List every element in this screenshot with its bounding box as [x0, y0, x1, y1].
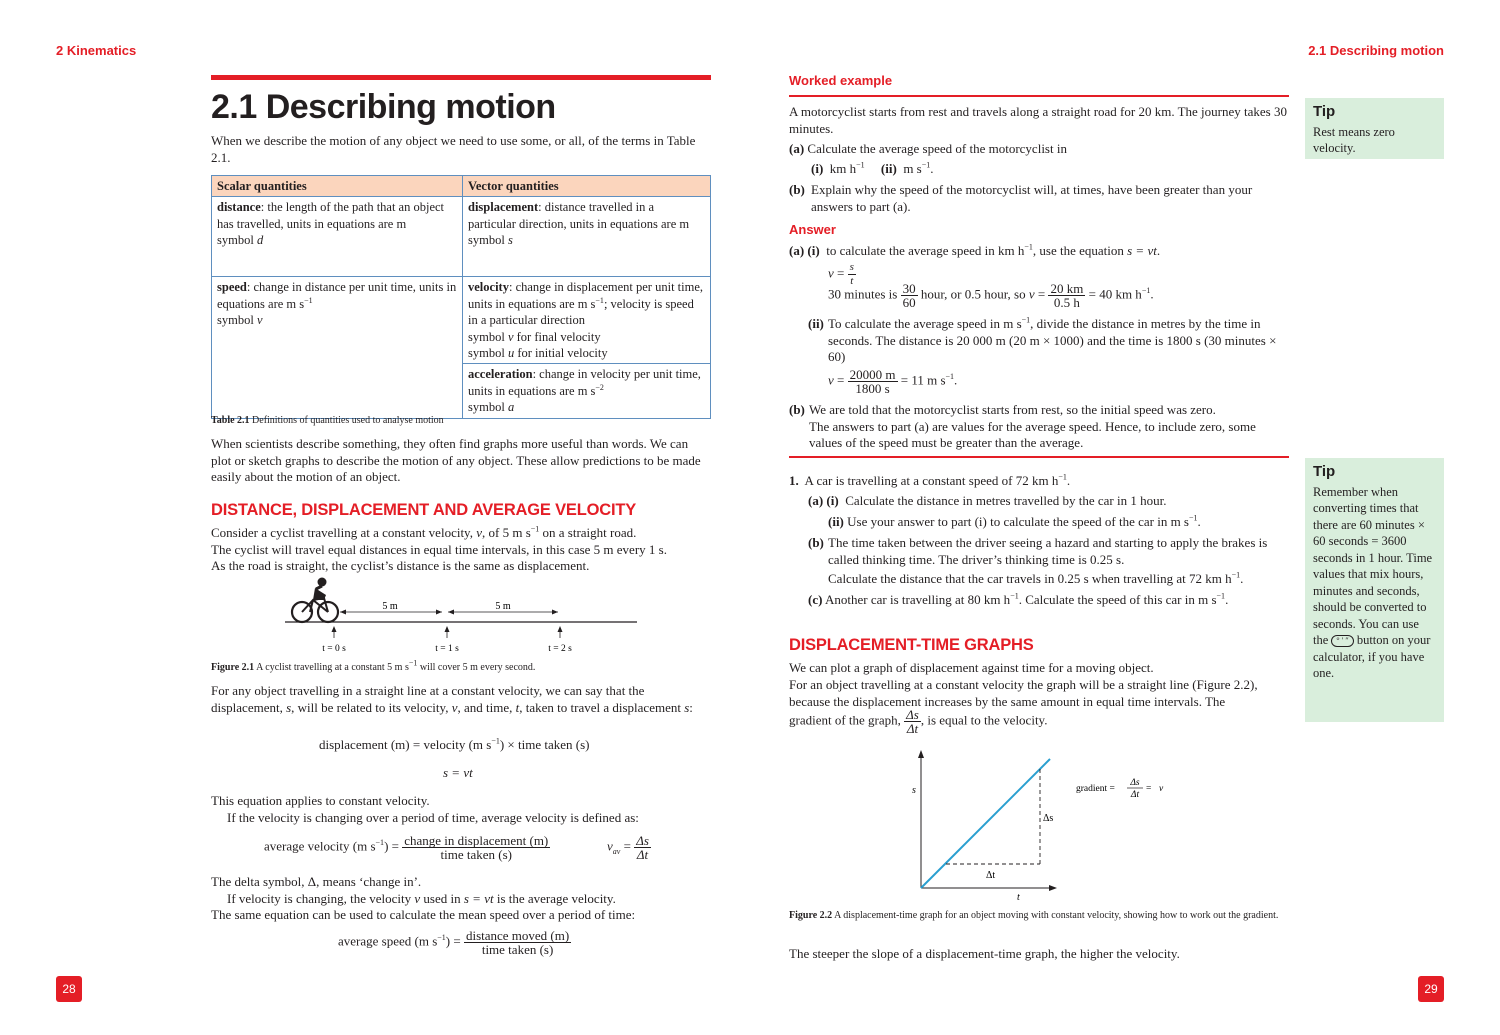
time-label-0: t = 0 s — [322, 644, 346, 654]
intro-paragraph: When we describe the motion of any object we need to use some, or all, of the terms in Table 2.1. — [211, 133, 696, 165]
svg-text:gradient =: gradient = — [1076, 784, 1115, 794]
chapter-header: 2 Kinematics — [56, 43, 137, 58]
dt-paragraph-3: gradient of the graph, $\frac{\Delta s}{\Delta t}$ , is equal to the velocity. — [789, 707, 1048, 736]
average-velocity-symbolic: $v_{av}$ = $\frac{\Delta s}{\Delta t}$ — [607, 833, 649, 862]
exercise-b: (b) The time taken between the driver seeing a hazard and starting to apply the brakes is called thinking time. The driver’s thinking time is 0.25 s. — [808, 535, 1268, 567]
cyclist-figure — [280, 576, 650, 656]
answer-label: Answer — [789, 222, 836, 237]
interval-label-1: 5 m — [382, 601, 398, 612]
exercise-c: (c) Another car is travelling at 80 km $h^{-1}$. Calculate the speed of this car in m $s^{-1}$. — [808, 591, 1229, 607]
table-header-vector: Vector quantities — [463, 176, 711, 197]
cell-velocity: velocity: change in displacement per unit time, units in equations are m $s^{-1}$; velocity is speed in a particular direction symbol v for final velocity symbol u for initial velocity — [463, 277, 711, 364]
x-axis-label: t — [1017, 892, 1020, 903]
svg-text:=: = — [1146, 784, 1152, 794]
page-number-right: 29 — [1418, 976, 1444, 1002]
tip-text: Rest means zero velocity. — [1313, 124, 1395, 155]
displacement-equation: displacement (m) = velocity (m $s^{-1}$) × time taken (s) — [319, 736, 590, 752]
quantities-table — [211, 175, 711, 419]
average-velocity-equation: average velocity (m $s^{-1}$) = $\frac{\text{change in displacement (m)}}{\text{time taken (s)}}$ — [264, 833, 549, 862]
worked-question-b: (b) Explain why the speed of the motorcyclist will, at times, have been greater than your answers to part (a). — [789, 182, 1253, 214]
svg-text:v: v — [1159, 784, 1164, 794]
cell-speed: speed: change in distance per unit time, units in equations are m $s^{-1}$ symbol v — [212, 277, 463, 418]
time-arrow-2 — [558, 626, 563, 638]
answer-a-i-working: 30 minutes is $\frac{30}{60}$ hour, or 0.5 hour, so v = $\frac{20 km}{0.5 h}$ = 40 km $h^{-1}$. — [828, 281, 1154, 310]
y-axis-arrow — [918, 750, 924, 758]
cell-acceleration: acceleration: change in velocity per unit time, units in equations are m $s^{-2}$ symbol a — [463, 364, 711, 418]
time-arrow-1 — [445, 626, 450, 638]
worked-example-rule — [789, 95, 1289, 97]
worked-question-intro: A motorcyclist starts from rest and travels along a straight road for 20 km. The journey takes 30 minutes. — [789, 104, 1287, 136]
time-label-2: t = 2 s — [548, 644, 572, 654]
time-label-1: t = 1 s — [435, 644, 459, 654]
tip-box-rest — [1305, 98, 1444, 159]
dms-button-icon: ° ′ ″ — [1331, 635, 1353, 647]
constant-paragraph: This equation applies to constant velocity. — [211, 793, 430, 808]
worked-example-label: Worked example — [789, 73, 893, 88]
interval-label-2: 5 m — [495, 601, 511, 612]
svt-equation: s = vt — [443, 765, 473, 780]
page-title: 2.1 Describing motion — [211, 88, 556, 126]
delta-t-label: Δt — [986, 870, 996, 881]
answer-b: (b) We are told that the motorcyclist starts from rest, so the initial speed was zero. The answers to part (a) are values for the average speed. Hence, to include zero, some values of the speed must be greater than the average. — [789, 402, 1256, 450]
exercise-a-ii: (ii) Use your answer to part (i) to calculate the speed of the car in m $s^{-1}$. — [828, 513, 1201, 529]
heading-displacement-time: DISPLACEMENT-TIME GRAPHS — [789, 636, 1034, 654]
exercise-intro: 1. A car is travelling at a constant speed of 72 km $h^{-1}$. — [789, 472, 1071, 488]
heading-distance: DISTANCE, DISPLACEMENT AND AVERAGE VELOCITY — [211, 501, 637, 519]
steeper-paragraph: The steeper the slope of a displacement-time graph, the higher the velocity. — [789, 946, 1180, 961]
page-number-left: 28 — [56, 976, 82, 1002]
figure-2-1-caption: Figure 2.1 A cyclist travelling at a constant 5 m $s^{-1}$ will cover 5 m every second. — [211, 658, 536, 673]
worked-question-a-units: (i) km $h^{-1}$ (ii) m $s^{-1}$. — [811, 160, 934, 176]
dt-paragraph-1: We can plot a graph of displacement against time for a moving object. — [789, 660, 1154, 675]
section-header: 2.1 Describing motion — [1308, 43, 1444, 58]
tip-title: Tip — [1313, 463, 1336, 480]
worked-question-a: (a) Calculate the average speed of the motorcyclist in — [789, 141, 1067, 156]
figure-2-2-caption: Figure 2.2 A displacement-time graph for an object moving with constant velocity, showing how to work out the gradient. — [789, 910, 1279, 921]
cell-displacement: displacement: distance travelled in a particular direction, units in equations are m symbol s — [463, 197, 711, 277]
answer-v-equals-s-over-t: v = $\frac{s}{t}$ — [828, 261, 854, 287]
y-axis-label: s — [912, 785, 916, 796]
if-velocity-paragraph: If velocity is changing, the velocity v used in s = vt is the average velocity. — [227, 891, 616, 906]
exercise-a-i: (a) (i) Calculate the distance in metres travelled by the car in 1 hour. — [808, 493, 1167, 508]
exercise-b-2: Calculate the distance that the car travels in 0.25 s when travelling at 72 km $h^{-1}$. — [828, 570, 1244, 586]
table-header-scalar: Scalar quantities — [212, 176, 463, 197]
tip-title: Tip — [1313, 103, 1336, 120]
answer-a-ii-equation: v = $\frac{20000 m}{1800 s}$ = 11 m $s^{-1}$. — [828, 367, 958, 396]
answer-a-ii: (ii) To calculate the average speed in m $s^{-1}$, divide the distance in metres by the time in seconds. The distance is 20 000 m (20 m × 1000) and the time is 1800 s (30 minutes × 60) — [808, 315, 1277, 364]
answer-a-i: (a) (i) to calculate the average speed in km $h^{-1}$, use the equation s = vt. — [789, 242, 1161, 258]
graphs-paragraph: When scientists describe something, they often find graphs more useful than words. We can plot or sketch graphs to describe the motion of any object. These allow predictions to be made easily about the motion of an object. — [211, 436, 701, 484]
cyclist-paragraph: Consider a cyclist travelling at a constant velocity, v, of 5 m $s^{-1}$ on a straight road. The cyclist will travel equal distances in equal time intervals, in this case 5 m every 1 s. As the road is straight, the cyclist’s distance is the same as displacement. — [211, 524, 667, 573]
tip-text: Remember when converting times that there are 60 minutes × 60 seconds = 3600 seconds in 1 hour. Time values that mix hours, minutes and seconds, should be converted to seconds. You can use the ° ′ ″ button on your calculator, if you have one. — [1313, 484, 1433, 680]
x-axis-arrow — [1049, 885, 1057, 891]
dt-paragraph-2: For an object travelling at a constant velocity the graph will be a straight line (Figure 2.2), because the displacement increases by the same amount in equal time intervals. The — [789, 677, 1258, 709]
average-speed-equation: average speed (m $s^{-1}$) = $\frac{\text{distance moved (m)}}{\text{time taken (s)}}$ — [338, 928, 570, 957]
table-caption: Table 2.1 Definitions of quantities used to analyse motion — [211, 415, 444, 426]
time-arrow-0 — [332, 626, 337, 638]
gradient-label — [1076, 778, 1164, 800]
changing-paragraph: If the velocity is changing over a period of time, average velocity is defined as: — [227, 810, 639, 825]
linear-paragraph: For any object travelling in a straight line at a constant velocity, we can say that the displacement, s, will be related to its velocity, v, and time, t, taken to travel a displacement s: — [211, 683, 693, 715]
velocity-line — [921, 759, 1050, 888]
svg-text:Δt: Δt — [1130, 790, 1140, 800]
svg-text:Δs: Δs — [1130, 778, 1140, 788]
cell-distance: distance: the length of the path that an object has travelled, units in equations are m symbol d — [212, 197, 463, 277]
cyclist-icon — [292, 578, 338, 623]
displacement-time-graph — [900, 745, 1190, 905]
title-rule — [211, 75, 711, 80]
worked-example-end-rule — [789, 456, 1289, 458]
tip-box-converting-times — [1305, 458, 1444, 722]
delta-paragraph: The delta symbol, Δ, means ‘change in’. — [211, 874, 422, 889]
mean-speed-paragraph: The same equation can be used to calculate the mean speed over a period of time: — [211, 907, 636, 922]
delta-s-label: Δs — [1043, 813, 1054, 824]
